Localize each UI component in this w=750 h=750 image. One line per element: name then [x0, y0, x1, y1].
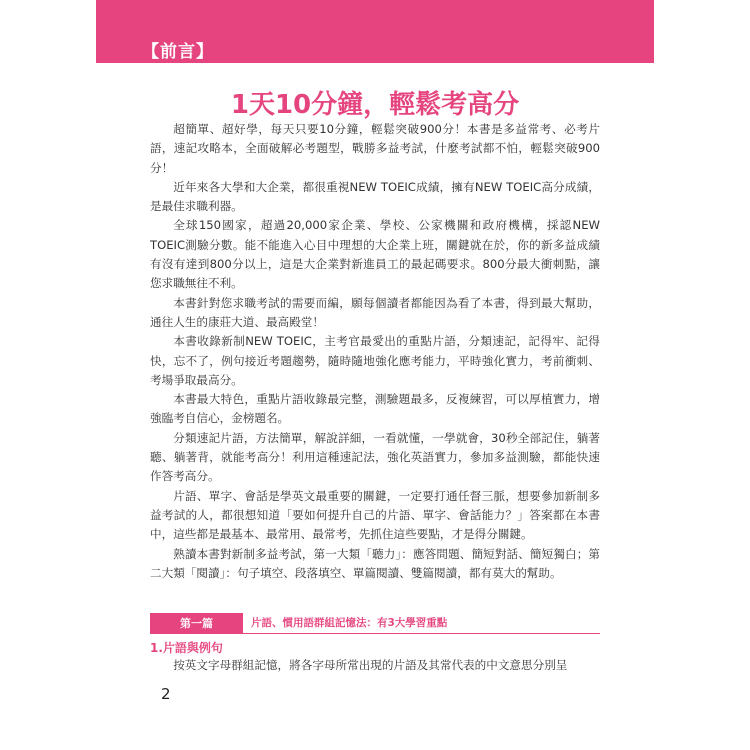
paragraph: 本書針對您求職考試的需要而編，願每個讀者都能因為看了本書，得到最大幫助，通往人生的康莊大道、最高殿堂！: [150, 295, 600, 329]
section-tab: 第一篇: [150, 613, 243, 634]
paragraph: 片語、單字、會話是學英文最重要的關鍵，一定要打通任督三脈，想要參加新制多益考試的人，都很想知道「要如何提升自己的片語、單字、會話能力？」答案都在本書中，這些都是最基本、最常用、最常考，先抓住這些要點，才是得分關鍵。: [150, 488, 600, 542]
section-description: 片語、慣用語群組記憶法：有3大學習重點: [251, 617, 448, 629]
section-label: 【前言】: [142, 42, 214, 62]
paragraph: 本書收錄新制NEW TOEIC，主考官最愛出的重點片語，分類速記，記得牢、記得快，忘不了，例句接近考題趨勢，隨時隨地強化應考能力，平時強化實力，考前衝刺、考場爭取最高分。: [150, 334, 600, 387]
paragraph: 熟讀本書對新制多益考試，第一大類「聽力」：應答問題、簡短對話、簡短獨白；第二大類「閱讀」：句子填空、段落填空、單篇閱讀、雙篇閱讀，都有莫大的幫助。: [150, 546, 600, 580]
paragraph: 超簡單、超好學，每天只要10分鐘，輕鬆突破900分！本書是多益常考、必考片語，速記攻略本，全面破解必考題型，戰勝多益考試，什麼考試都不怕，輕鬆突破900分！: [150, 122, 600, 175]
section-bar: [150, 613, 600, 634]
body-text: [150, 120, 600, 583]
page-number: 2: [161, 685, 171, 703]
subheading: 1.片語與例句: [150, 641, 223, 655]
section-first-line: 按英文字母群組記憶，將各字母所常出現的片語及其常代表的中文意思分別呈: [173, 658, 568, 672]
paragraph: 近年來各大學和大企業，都很重視NEW TOEIC成績，擁有NEW TOEIC高分成績，是最佳求職利器。: [150, 179, 600, 214]
paragraph: 全球150國家，超過20,000家企業、學校、公家機關和政府機構，採認NEW TOEIC測驗分數。能不能進入心目中理想的大企業上班，關鍵就在於，你的新多益成績有沒有達到800分以上，這是大企業對新進員工的最起碼要求。800分最大衝刺點，讓您求職無往不利。: [150, 218, 600, 291]
page-title: 1天10分鐘，輕鬆考高分: [230, 90, 520, 120]
paragraph: 本書最大特色，重點片語收錄最完整，測驗題最多，反複練習，可以厚植實力，增強臨考自信心，金榜題名。: [150, 392, 600, 426]
paragraph: 分類速記片語，方法簡單，解說詳細，一看就懂，一學就會，30秒全部記住，躺著聽、躺著背，就能考高分！利用這種速記法，強化英語實力，參加多益測驗，都能快速作答考高分。: [150, 430, 600, 484]
